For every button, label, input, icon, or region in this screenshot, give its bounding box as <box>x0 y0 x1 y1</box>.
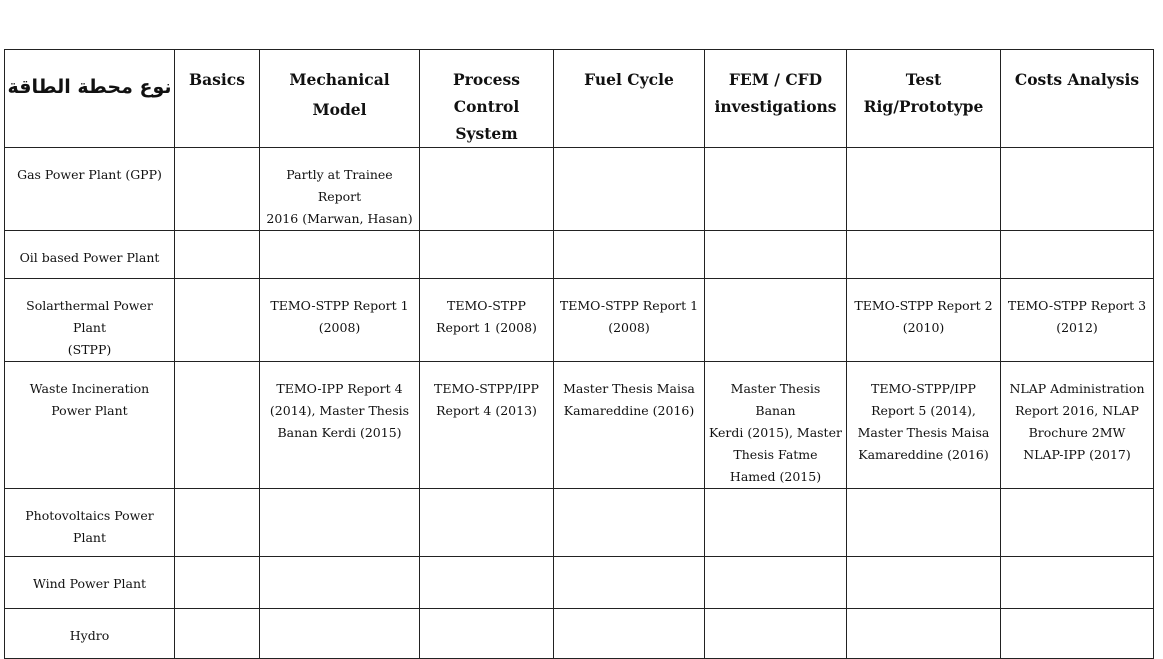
header-text: System <box>455 124 518 143</box>
header-text: نوع محطة الطاقة <box>7 76 172 98</box>
table-cell <box>175 279 260 362</box>
table-cell <box>554 279 705 362</box>
table-cell <box>705 362 847 489</box>
cell-line: (2014), Master Thesis <box>269 403 410 418</box>
table-cell <box>420 489 554 557</box>
cell-line: Hydro <box>69 628 110 643</box>
cell-line: 2016 (Marwan, Hasan) <box>266 211 413 226</box>
header-fuel-cycle <box>554 50 705 148</box>
header-basics <box>175 50 260 148</box>
cell-line: TEMO-STPP Report 1 <box>559 298 699 313</box>
table-cell <box>260 362 420 489</box>
table-cell <box>847 609 1001 659</box>
table-cell <box>1001 362 1154 489</box>
row-label <box>5 609 175 659</box>
table-cell <box>847 489 1001 557</box>
table-cell <box>847 557 1001 609</box>
table-cell <box>260 231 420 279</box>
table-cell <box>705 557 847 609</box>
header-text: investigations <box>714 97 837 116</box>
cell-line: NLAP-IPP (2017) <box>1023 447 1131 462</box>
cell-line: (2008) <box>608 320 650 335</box>
cell-line: (2010) <box>902 320 945 335</box>
table-cell <box>847 279 1001 362</box>
table-cell <box>175 231 260 279</box>
cell-line: Master Thesis Maisa <box>563 381 695 396</box>
header-costs-analysis <box>1001 50 1154 148</box>
table-cell <box>554 148 705 231</box>
table-cell <box>705 231 847 279</box>
table-cell <box>420 609 554 659</box>
table-row <box>5 362 1154 489</box>
cell-line: Power Plant <box>51 403 128 418</box>
table-cell <box>175 148 260 231</box>
row-label <box>5 362 175 489</box>
cell-line: TEMO-STPP <box>447 298 526 313</box>
cell-line: TEMO-IPP Report 4 <box>276 381 403 396</box>
table-row <box>5 148 1154 231</box>
header-mechanical-model <box>260 50 420 148</box>
header-text: Process Control <box>453 70 520 116</box>
header-process-control <box>420 50 554 148</box>
table-cell <box>705 148 847 231</box>
cell-line: (2012) <box>1056 320 1098 335</box>
cell-line: Kamareddine (2016) <box>858 447 989 462</box>
cell-line: Photovoltaics Power <box>25 508 154 523</box>
table-cell <box>420 362 554 489</box>
table-cell <box>1001 609 1154 659</box>
header-text: Model <box>312 100 367 119</box>
header-text: Test <box>905 70 942 89</box>
table-cell <box>554 557 705 609</box>
cell-line: Wind Power Plant <box>32 576 147 591</box>
table-cell <box>847 231 1001 279</box>
table-cell <box>260 279 420 362</box>
header-text: Costs Analysis <box>1014 70 1140 89</box>
row-label <box>5 557 175 609</box>
table-cell <box>420 279 554 362</box>
cell-line: (STPP) <box>67 342 112 357</box>
table-cell <box>420 557 554 609</box>
table-row <box>5 557 1154 609</box>
table-cell <box>260 489 420 557</box>
cell-line: Master Thesis Banan <box>730 381 821 418</box>
cell-line: Master Thesis Maisa <box>857 425 990 440</box>
cell-line: Report 5 (2014), <box>871 403 976 418</box>
cell-line: TEMO-STPP Report 3 <box>1007 298 1147 313</box>
cell-line: Gas Power Plant (GPP) <box>17 167 162 182</box>
table-cell <box>705 489 847 557</box>
header-text: Basics <box>189 70 245 89</box>
table-cell <box>847 148 1001 231</box>
cell-line: Oil based Power Plant <box>19 250 160 265</box>
cell-line: Report 2016, NLAP <box>1015 403 1139 418</box>
header-text: FEM / CFD <box>728 70 823 89</box>
cell-line: Banan Kerdi (2015) <box>277 425 402 440</box>
header-fem-cfd <box>705 50 847 148</box>
table-cell <box>847 362 1001 489</box>
table-row <box>5 231 1154 279</box>
header-row <box>5 50 1154 148</box>
table-cell <box>554 609 705 659</box>
table-row <box>5 279 1154 362</box>
table-cell <box>1001 557 1154 609</box>
table-row <box>5 489 1154 557</box>
cell-line: Plant <box>73 530 106 545</box>
table-cell <box>420 231 554 279</box>
research-matrix-table <box>4 49 1154 659</box>
header-text: Fuel Cycle <box>584 70 674 89</box>
cell-line: Kerdi (2015), Master <box>709 425 842 440</box>
cell-line: TEMO-STPP Report 2 <box>854 298 993 313</box>
cell-line: Waste Incineration <box>29 381 150 396</box>
cell-line: Thesis Fatme <box>733 447 818 462</box>
cell-line: Partly at Trainee Report <box>286 167 393 204</box>
table-cell <box>705 279 847 362</box>
table-cell <box>420 148 554 231</box>
row-label <box>5 489 175 557</box>
cell-line: Hamed (2015) <box>729 469 822 484</box>
table-cell <box>175 609 260 659</box>
table-cell <box>705 609 847 659</box>
table-cell <box>1001 148 1154 231</box>
cell-line: (2008) <box>318 320 361 335</box>
row-label <box>5 231 175 279</box>
table-cell <box>260 148 420 231</box>
cell-line: TEMO-STPP/IPP <box>434 381 539 396</box>
cell-line: NLAP Administration <box>1009 381 1145 396</box>
table-cell <box>554 231 705 279</box>
table-cell <box>554 362 705 489</box>
cell-line: Brochure 2MW <box>1028 425 1126 440</box>
table-row <box>5 609 1154 659</box>
table-cell <box>175 557 260 609</box>
table-cell <box>554 489 705 557</box>
header-test-rig <box>847 50 1001 148</box>
table-cell <box>1001 489 1154 557</box>
header-text: Mechanical <box>289 70 390 89</box>
table-cell <box>1001 279 1154 362</box>
cell-line: Report 1 (2008) <box>436 320 537 335</box>
row-label <box>5 148 175 231</box>
cell-line: Kamareddine (2016) <box>563 403 695 418</box>
header-plant-type-arabic <box>5 50 175 148</box>
cell-line: Report 4 (2013) <box>436 403 537 418</box>
cell-line: TEMO-STPP Report 1 <box>270 298 409 313</box>
table-cell <box>260 557 420 609</box>
table-cell <box>175 362 260 489</box>
cell-line: Solarthermal Power Plant <box>26 298 153 335</box>
table-cell <box>175 489 260 557</box>
table-cell <box>260 609 420 659</box>
cell-line: TEMO-STPP/IPP <box>871 381 976 396</box>
row-label <box>5 279 175 362</box>
header-text: Rig/Prototype <box>863 97 984 116</box>
table-cell <box>1001 231 1154 279</box>
